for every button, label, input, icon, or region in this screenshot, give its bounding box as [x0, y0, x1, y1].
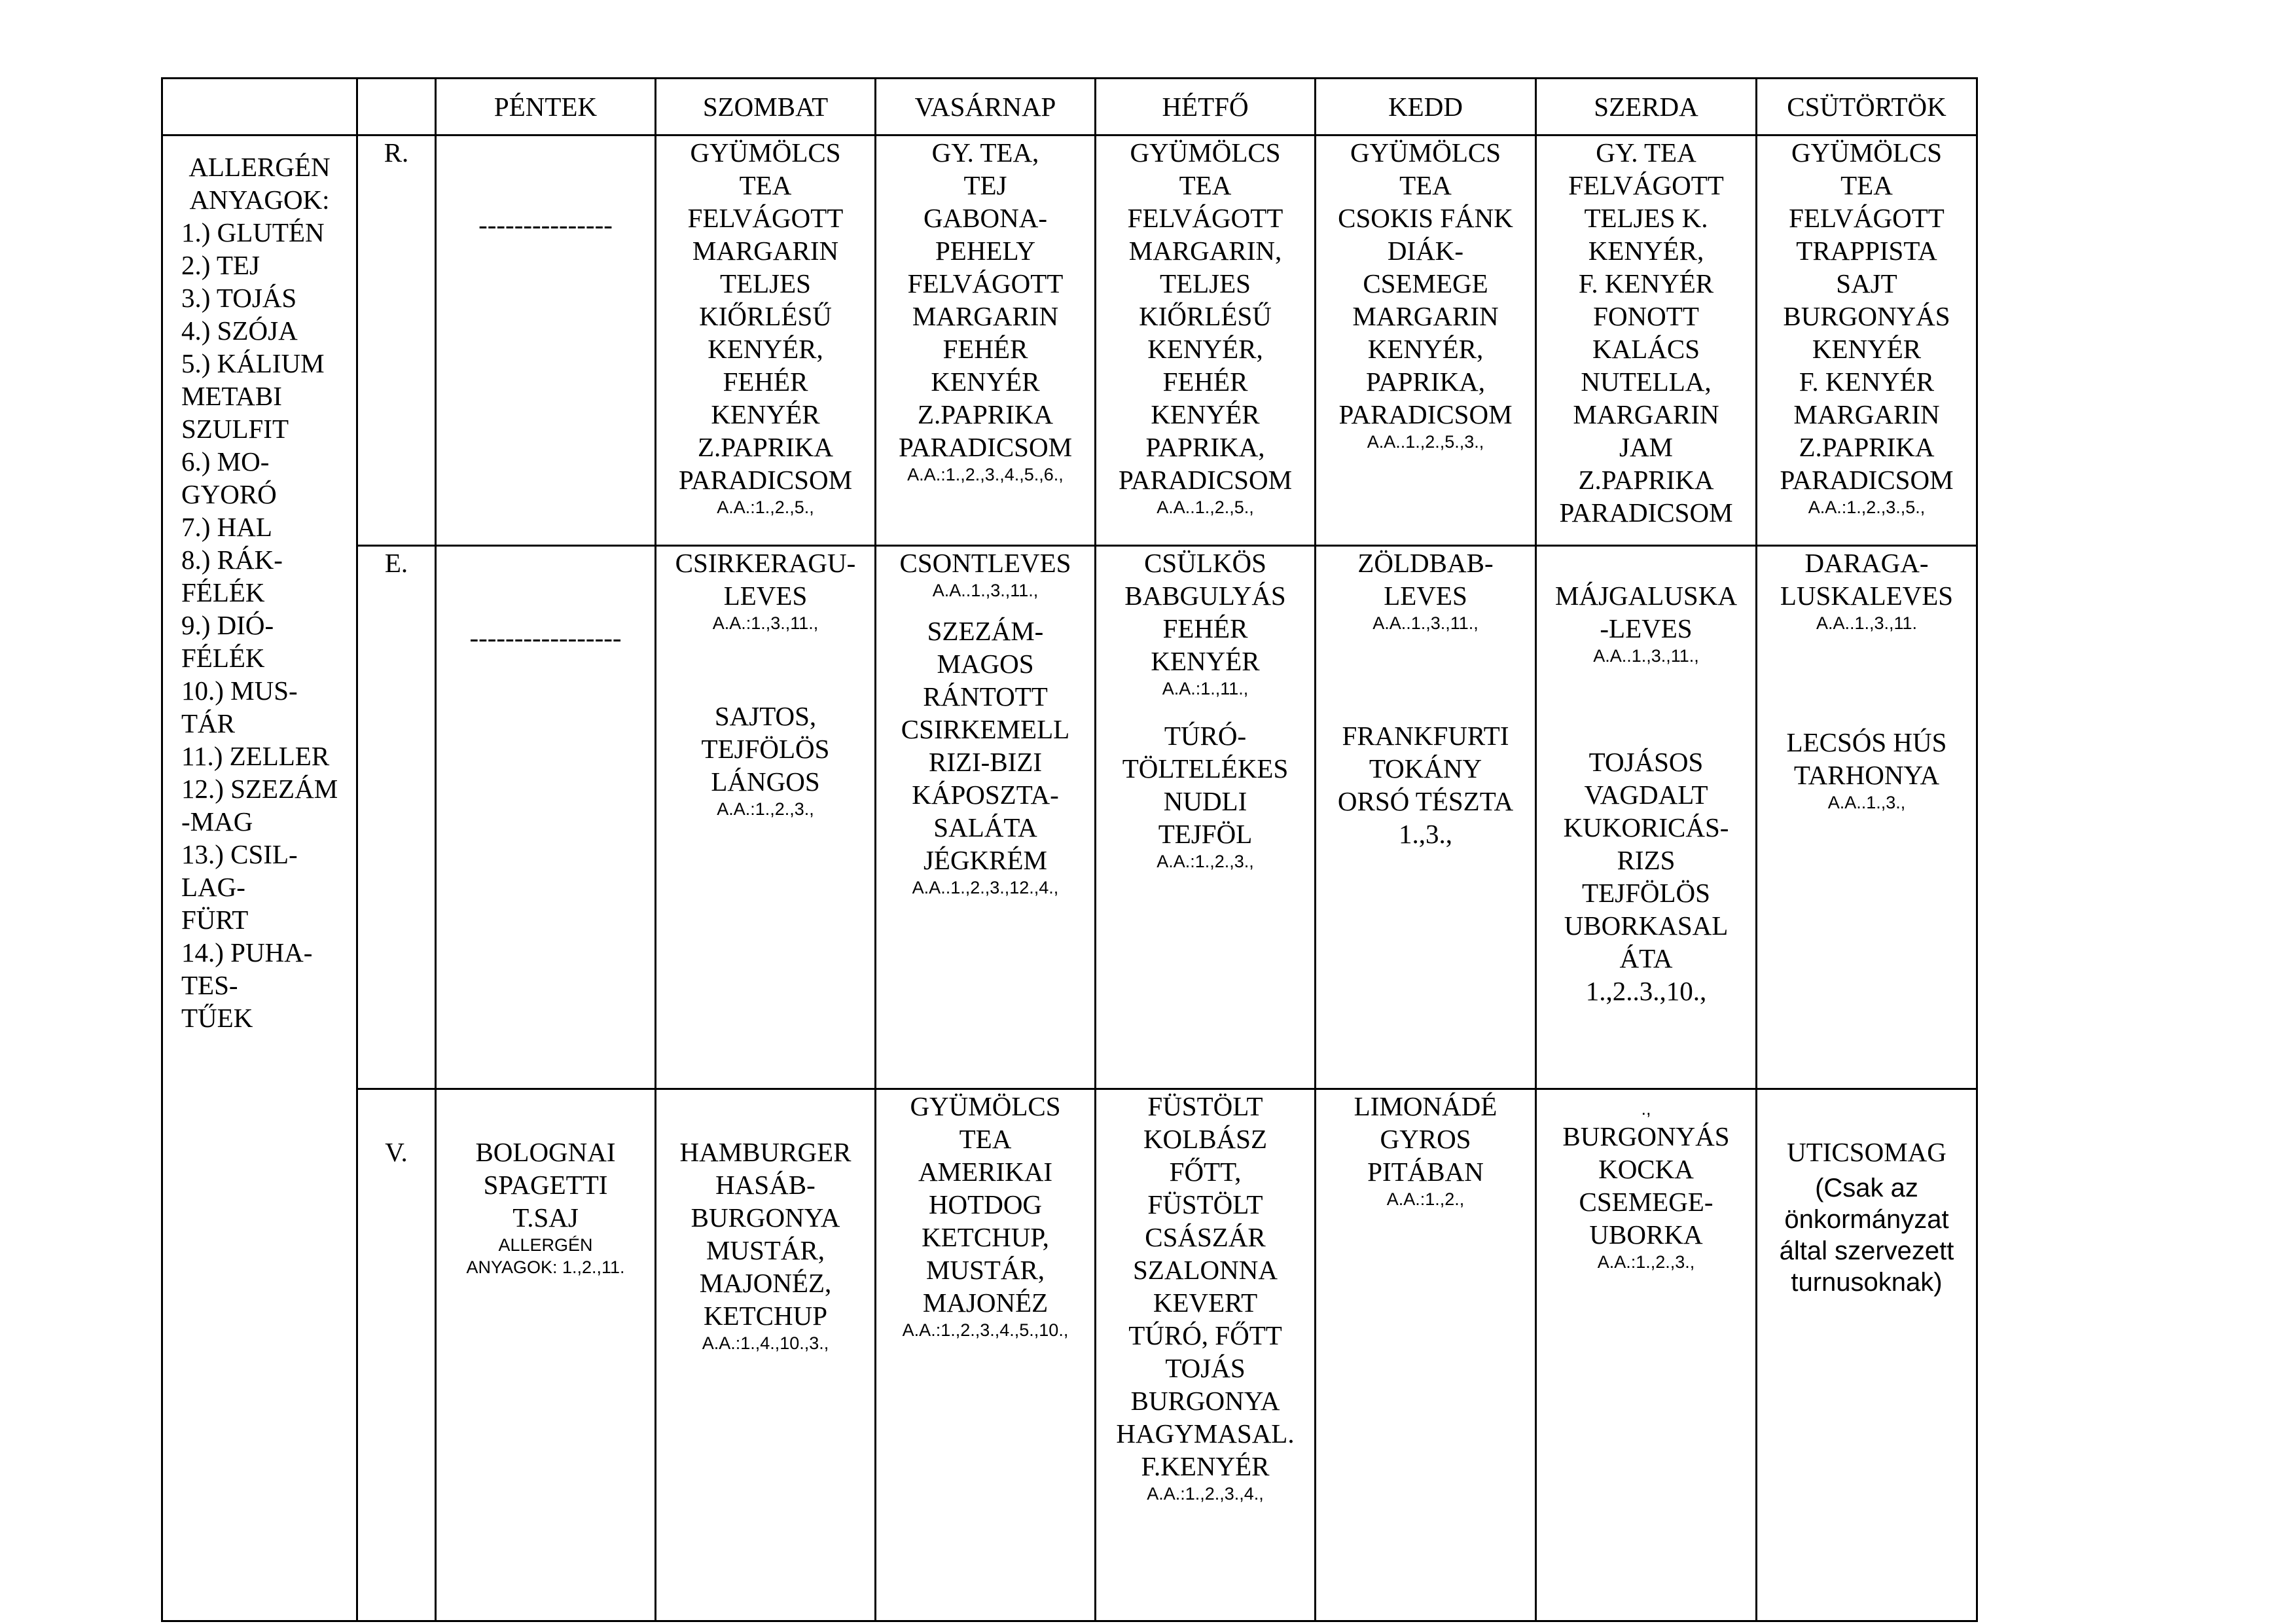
allergen-codes: A.A.:1.,2., — [1386, 1189, 1465, 1209]
menu-item-line: BURGONYA — [691, 1202, 840, 1233]
menu-item-line: PITÁBAN — [1367, 1157, 1484, 1187]
menu-item-line: F. KENYÉR — [1799, 367, 1935, 397]
allergen-codes: A.A.:1.,3.,11., — [712, 613, 819, 633]
menu-item-line: önkormányzat — [1784, 1205, 1949, 1234]
menu-item-line: FELVÁGOTT — [907, 268, 1064, 298]
menu-item-line: JAM — [1619, 432, 1674, 462]
menu-item-line: 1.,3., — [1399, 819, 1452, 849]
menu-item-line: KENYÉR, — [1588, 236, 1704, 266]
allergen-codes: A.A.:1.,2.,3.,4.,5.,6., — [907, 465, 1064, 484]
menu-item-line: LIMONÁDÉ — [1354, 1091, 1498, 1121]
header-day-hetfo: HÉTFŐ — [1096, 79, 1316, 135]
allergen-item: 2.) TEJ — [181, 250, 260, 280]
menu-item-line: SALÁTA — [933, 812, 1037, 842]
allergen-item: METABI — [181, 381, 282, 411]
menu-item-line: MAGOS — [937, 649, 1034, 679]
menu-item-line: PARADICSOM — [678, 465, 853, 495]
header-day-kedd: KEDD — [1316, 79, 1536, 135]
allergen-item: -MAG — [181, 806, 253, 837]
menu-item-line: BURGONYÁS — [1783, 301, 1950, 331]
menu-item-line: (Csak az — [1815, 1174, 1918, 1202]
menu-item-line: TÚRÓ- — [1164, 721, 1247, 751]
menu-item-line: MARGARIN — [692, 236, 839, 266]
header-day-szombat: SZOMBAT — [656, 79, 876, 135]
menu-item-line: TEJ — [963, 170, 1007, 200]
menu-item-line: MARGARIN — [1352, 301, 1499, 331]
allergen-item: 12.) SZEZÁM — [181, 774, 338, 804]
menu-item-line: CSIRKERAGU- — [675, 548, 856, 578]
menu-item-line: KENYÉR — [1151, 399, 1260, 429]
menu-cell-e-pentek — [436, 546, 656, 1089]
menu-item-line: KIŐRLÉSŰ — [1139, 301, 1272, 331]
header-day-csutortok: CSÜTÖRTÖK — [1757, 79, 1977, 135]
menu-item-line: ZÖLDBAB- — [1357, 548, 1494, 578]
menu-item-line: GYÜMÖLCS — [1791, 137, 1943, 168]
menu-cell-v-szombat — [656, 1089, 876, 1621]
menu-cell-e-vasarnap — [876, 546, 1096, 1089]
menu-item-line: KENYÉR — [931, 367, 1040, 397]
menu-item-line: FEHÉR — [1162, 613, 1248, 643]
allergen-codes: A.A..1.,2.,5., — [1157, 497, 1254, 517]
menu-item-line: KOCKA — [1598, 1154, 1694, 1184]
menu-item-line: CSÁSZÁR — [1145, 1222, 1266, 1252]
menu-item-line: MAJONÉZ, — [699, 1268, 832, 1298]
menu-item-line: UBORKASAL — [1564, 911, 1729, 941]
menu-item-line: FEHÉR — [1162, 367, 1248, 397]
menu-item-line: FÜSTÖLT — [1147, 1189, 1263, 1219]
menu-item-line: GABONA- — [923, 203, 1048, 233]
menu-cell-r-pentek — [436, 135, 656, 546]
menu-item-line: KENYÉR — [1812, 334, 1922, 364]
menu-item-line: HASÁB- — [715, 1170, 816, 1200]
menu-item-line: MARGARIN, — [1128, 236, 1282, 266]
allergen-codes: A.A..1.,2.,5.,3., — [1367, 432, 1484, 452]
menu-item-line: LUSKALEVES — [1780, 581, 1954, 611]
menu-cell-e-szombat — [656, 546, 876, 1089]
allergen-item: SZULFIT — [181, 414, 289, 444]
menu-item-line: TEA — [739, 170, 792, 200]
menu-item-line: BURGONYÁS — [1562, 1121, 1730, 1151]
menu-item-line: TEA — [959, 1124, 1012, 1154]
menu-item-line: MUSTÁR, — [706, 1235, 825, 1265]
uticsomag-title: UTICSOMAG — [1787, 1137, 1946, 1167]
allergen-item: TES- — [181, 970, 238, 1000]
menu-item-line: GY. TEA — [1596, 137, 1696, 168]
menu-cell-e-csutortok — [1757, 546, 1977, 1089]
menu-cell-r-hetfo — [1096, 135, 1316, 546]
menu-item-line: KALÁCS — [1592, 334, 1700, 364]
header-day-pentek: PÉNTEK — [436, 79, 656, 135]
menu-item-line: GY. TEA, — [931, 137, 1039, 168]
menu-item-line: TELJES K. — [1584, 203, 1708, 233]
allergen-item: 14.) PUHA- — [181, 937, 313, 967]
menu-item-line: FŐTT, — [1169, 1157, 1242, 1187]
header-row — [162, 79, 1977, 135]
menu-item-line: VAGDALT — [1584, 780, 1708, 810]
allergen-legend — [162, 135, 357, 1621]
menu-item-line: RIZI-BIZI — [928, 747, 1043, 777]
menu-item-line: RIZS — [1617, 845, 1676, 875]
meal-label-r: R. — [357, 135, 436, 546]
menu-cell-v-vasarnap — [876, 1089, 1096, 1621]
menu-row-e — [162, 546, 1977, 1089]
menu-cell-v-hetfo — [1096, 1089, 1316, 1621]
menu-item-line: KETCHUP, — [922, 1222, 1049, 1252]
menu-item-line: KETCHUP — [703, 1301, 828, 1331]
menu-item-line: TÖLTELÉKES — [1122, 753, 1289, 784]
menu-item-line: PAPRIKA, — [1145, 432, 1265, 462]
menu-item-line: CSEMEGE — [1363, 268, 1488, 298]
allergen-item: 7.) HAL — [181, 512, 272, 542]
allergen-item: 1.) GLUTÉN — [181, 217, 325, 247]
allergen-list — [163, 216, 356, 1034]
menu-item-line: KUKORICÁS- — [1563, 812, 1729, 842]
menu-item-line: PARADICSOM — [1118, 465, 1293, 495]
menu-cell-v-csutortok — [1757, 1089, 1977, 1621]
menu-item-line: TELJES — [720, 268, 811, 298]
menu-cell-r-vasarnap — [876, 135, 1096, 546]
menu-cell-v-szerda — [1536, 1089, 1757, 1621]
menu-item-line: LÁNGOS — [711, 767, 820, 797]
menu-item-line: PEHELY — [935, 236, 1036, 266]
menu-item-line: MUSTÁR, — [925, 1255, 1045, 1285]
header-meal-cell — [357, 79, 436, 135]
allergen-item: FÉLÉK — [181, 577, 265, 607]
menu-item-line: SAJT — [1836, 268, 1897, 298]
allergen-item: 4.) SZÓJA — [181, 316, 298, 346]
menu-item-line: SZALONNA — [1133, 1255, 1278, 1285]
menu-cell-v-pentek — [436, 1089, 656, 1621]
menu-item-line: FEHÉR — [942, 334, 1028, 364]
menu-item-line: BOLOGNAI — [475, 1137, 616, 1167]
allergen-item: GYORÓ — [181, 479, 277, 509]
menu-item-line: CSIRKEMELL — [901, 714, 1070, 744]
menu-item-line: PARADICSOM — [898, 432, 1073, 462]
menu-item-line: TEA — [1179, 170, 1232, 200]
menu-item-line: PARADICSOM — [1780, 465, 1954, 495]
meal-label-e: E. — [357, 546, 436, 1089]
menu-item-line: TOKÁNY — [1369, 753, 1482, 784]
allergen-codes: ALLERGÉN — [498, 1235, 593, 1255]
allergen-codes: A.A.:1.,2.,3., — [1597, 1252, 1695, 1272]
menu-item-line: Z.PAPRIKA — [918, 399, 1053, 429]
allergen-item: 6.) MO- — [181, 446, 270, 477]
allergen-codes: A.A.:1.,2.,3.,4.,5.,10., — [902, 1320, 1069, 1340]
allergen-item: TÁR — [181, 708, 235, 738]
menu-item-line: SZEZÁM- — [927, 616, 1044, 646]
allergen-title: ANYAGOK: — [189, 185, 330, 215]
menu-item-line: GYÜMÖLCS — [690, 137, 841, 168]
menu-item-line: F.KENYÉR — [1141, 1451, 1270, 1481]
menu-item-line: RÁNTOTT — [923, 681, 1048, 712]
header-corner-cell — [162, 79, 357, 135]
header-day-szerda: SZERDA — [1536, 79, 1757, 135]
menu-item-line: KEVERT — [1153, 1288, 1258, 1318]
menu-item-line: LEVES — [1384, 581, 1467, 611]
menu-item-line: HAMBURGER — [679, 1137, 852, 1167]
allergen-title: ALLERGÉN — [188, 152, 331, 182]
menu-item-line: CSÜLKÖS — [1144, 548, 1266, 578]
menu-row-v — [162, 1089, 1977, 1621]
menu-item-line: SPAGETTI — [483, 1170, 608, 1200]
menu-item-line: GYÜMÖLCS — [910, 1091, 1061, 1121]
empty-dashes: ----------------- — [469, 623, 622, 653]
menu-item-line: KENYÉR, — [1367, 334, 1484, 364]
allergen-item: 10.) MUS- — [181, 676, 298, 706]
menu-item-line: BABGULYÁS — [1124, 581, 1286, 611]
allergen-codes: A.A.:1.,11., — [1162, 679, 1249, 698]
menu-item-line: ORSÓ TÉSZTA — [1337, 786, 1514, 816]
menu-cell-e-kedd — [1316, 546, 1536, 1089]
menu-item-line: MARGARIN — [1793, 399, 1940, 429]
menu-item-line: MAJONÉZ — [922, 1288, 1049, 1318]
menu-item-line: NUDLI — [1163, 786, 1247, 816]
menu-item-line: CSEMEGE- — [1579, 1187, 1713, 1217]
header-day-vasarnap: VASÁRNAP — [876, 79, 1096, 135]
menu-item-line: HOTDOG — [928, 1189, 1043, 1219]
menu-item-line: AMERIKAI — [918, 1157, 1052, 1187]
menu-item-line: Z.PAPRIKA — [1799, 432, 1935, 462]
menu-item-line: FELVÁGOTT — [1127, 203, 1283, 233]
allergen-codes: A.A..1.,3.,11. — [1816, 613, 1918, 633]
allergen-codes: A.A.:1.,2.,3., — [717, 799, 814, 819]
menu-item-line: LECSÓS HÚS — [1786, 727, 1947, 757]
allergen-codes: A.A..1.,3.,11., — [1593, 646, 1699, 666]
menu-item-line: DARAGA- — [1804, 548, 1929, 578]
menu-item-line: TEA — [1399, 170, 1452, 200]
menu-item-line: F. KENYÉR — [1578, 268, 1714, 298]
menu-cell-v-kedd — [1316, 1089, 1536, 1621]
menu-item-line: TEJFÖLÖS — [1582, 878, 1710, 908]
menu-item-line: TEA — [1840, 170, 1893, 200]
menu-item-line: Z.PAPRIKA — [1578, 465, 1714, 495]
menu-item-line: FÜSTÖLT — [1147, 1091, 1263, 1121]
menu-item-line: T.SAJ — [512, 1202, 579, 1233]
menu-item-line: HAGYMASAL. — [1116, 1418, 1295, 1449]
menu-item-line: Z.PAPRIKA — [698, 432, 833, 462]
menu-item-line: LEVES — [723, 581, 808, 611]
allergen-codes: A.A.:1.,2.,3., — [1157, 852, 1254, 871]
menu-item-line: FEHÉR — [723, 367, 808, 397]
menu-cell-r-szerda — [1536, 135, 1757, 546]
menu-item-line: TOJÁS — [1165, 1353, 1246, 1383]
allergen-item: FÜRT — [181, 905, 249, 935]
menu-item-line: UBORKA — [1589, 1219, 1703, 1250]
menu-item-line: MARGARIN — [912, 301, 1059, 331]
menu-item-line: NUTELLA, — [1581, 367, 1712, 397]
menu-item-line: által szervezett — [1779, 1236, 1954, 1265]
allergen-item: FÉLÉK — [181, 643, 265, 673]
menu-item-line: GYÜMÖLCS — [1350, 137, 1501, 168]
weekly-menu-table — [161, 77, 1978, 1622]
menu-item-line: -LEVES — [1600, 613, 1693, 643]
allergen-codes: A.A.:1.,2.,5., — [717, 497, 814, 517]
menu-item-line: TEJFÖLÖS — [701, 734, 830, 764]
menu-item-line: TOJÁSOS — [1588, 747, 1704, 777]
menu-item-line: KENYÉR, — [1147, 334, 1263, 364]
menu-item-line: BURGONYA — [1130, 1386, 1280, 1416]
menu-cell-e-hetfo — [1096, 546, 1316, 1089]
allergen-codes: A.A..1.,2.,3.,12.,4., — [912, 878, 1059, 897]
menu-cell-r-kedd — [1316, 135, 1536, 546]
menu-item-line: TRAPPISTA — [1796, 236, 1937, 266]
allergen-item: 9.) DIÓ- — [181, 610, 274, 640]
menu-item-line: FELVÁGOTT — [687, 203, 844, 233]
empty-dashes: --------------- — [478, 209, 613, 240]
menu-item-line: 1.,2..3.,10., — [1585, 976, 1707, 1006]
menu-item-line: FRANKFURTI — [1342, 721, 1509, 751]
menu-item-line: FELVÁGOTT — [1789, 203, 1945, 233]
menu-item-line: KOLBÁSZ — [1143, 1124, 1268, 1154]
menu-item-line: CSONTLEVES — [899, 548, 1071, 578]
allergen-item: 3.) TOJÁS — [181, 283, 297, 313]
menu-cell-e-szerda — [1536, 546, 1757, 1089]
allergen-item: 8.) RÁK- — [181, 545, 283, 575]
menu-item-line: JÉGKRÉM — [923, 845, 1048, 875]
allergen-codes: ANYAGOK: 1.,2.,11. — [466, 1257, 625, 1277]
menu-cell-r-csutortok — [1757, 135, 1977, 546]
allergen-codes: A.A.:1.,4.,10.,3., — [702, 1333, 829, 1353]
menu-cell-r-szombat — [656, 135, 876, 546]
allergen-codes: A.A.:1.,2.,3.,5., — [1808, 497, 1926, 517]
menu-item-line: turnusoknak) — [1791, 1268, 1943, 1297]
menu-item-line: KENYÉR, — [708, 334, 823, 364]
allergen-item: 13.) CSIL- — [181, 839, 298, 869]
szerda-mark: ., — [1641, 1099, 1651, 1119]
allergen-item: 5.) KÁLIUM — [181, 348, 325, 378]
menu-item-line: FELVÁGOTT — [1568, 170, 1724, 200]
menu-item-line: PAPRIKA, — [1366, 367, 1485, 397]
menu-item-line: TELJES — [1160, 268, 1251, 298]
menu-row-r — [162, 135, 1977, 546]
menu-item-line: CSOKIS FÁNK — [1338, 203, 1513, 233]
menu-item-line: TARHONYA — [1793, 760, 1940, 790]
menu-item-line: PARADICSOM — [1559, 497, 1733, 528]
menu-item-line: DIÁK- — [1387, 236, 1464, 266]
allergen-codes: A.A..1.,3.,11., — [932, 581, 1039, 600]
menu-item-line: SAJTOS, — [714, 701, 817, 731]
menu-item-line: KIŐRLÉSŰ — [699, 301, 832, 331]
menu-item-line: ÁTA — [1619, 943, 1673, 973]
menu-item-line: MARGARIN — [1573, 399, 1719, 429]
allergen-item: LAG- — [181, 872, 245, 902]
menu-item-line: GYROS — [1380, 1124, 1471, 1154]
allergen-item: 11.) ZELLER — [181, 741, 330, 771]
menu-item-line: PARADICSOM — [1338, 399, 1513, 429]
menu-item-line: FONOTT — [1593, 301, 1699, 331]
menu-item-line: KÁPOSZTA- — [912, 780, 1059, 810]
menu-item-line: MÁJGALUSKA — [1555, 581, 1737, 611]
menu-item-line: TÚRÓ, FŐTT — [1128, 1320, 1282, 1350]
allergen-codes: A.A.:1.,2.,3.,4., — [1147, 1484, 1264, 1504]
menu-item-line: GYÜMÖLCS — [1130, 137, 1281, 168]
allergen-item: TŰEK — [181, 1003, 253, 1033]
menu-item-line: TEJFÖL — [1158, 819, 1253, 849]
allergen-codes: A.A..1.,3.,11., — [1372, 613, 1479, 633]
allergen-codes: A.A..1.,3., — [1827, 793, 1906, 812]
menu-item-line: KENYÉR — [1151, 646, 1260, 676]
meal-label-v: V. — [357, 1089, 436, 1621]
menu-item-line: KENYÉR — [711, 399, 820, 429]
